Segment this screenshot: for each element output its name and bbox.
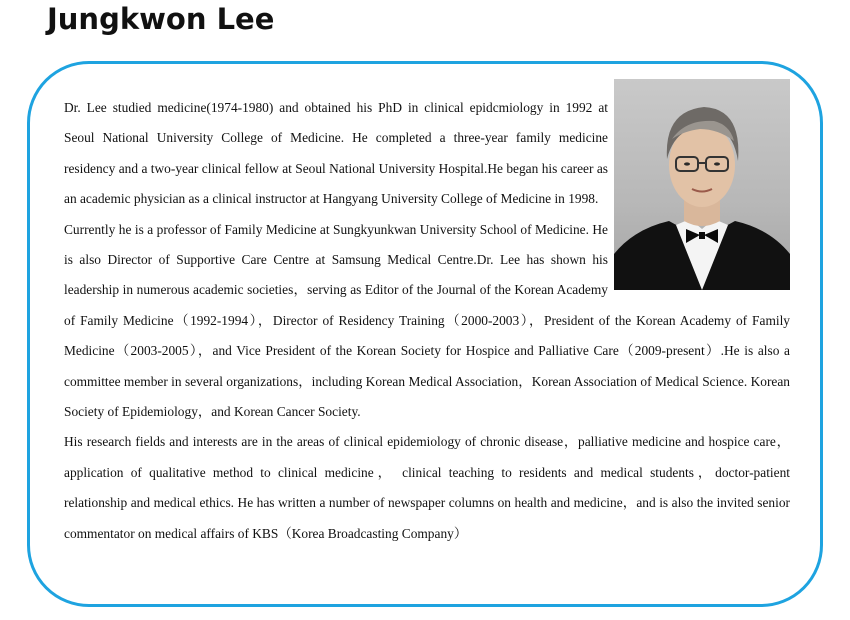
portrait-photo	[614, 79, 790, 290]
bio-text	[64, 93, 790, 549]
page-title: Jungkwon Lee	[47, 2, 275, 36]
bio-paragraph-education: Dr. Lee studied medicine(1974-1980) and obtained his PhD in clinical epidcmiology in 1992 at Seoul National University College of Medicine. He completed a three-year family medicine residency and a two-year clinical fellow at Seoul National University Hospital.He began his career as an academic physician as a clinical instructor at Hangyang University College of Medicine in 1998.	[64, 100, 608, 207]
bio-paragraph-research: His research fields and interests are in the areas of clinical epidemiology of chronic disease，palliative medicine and hospice care，application of qualitative method to clinical medicine， clinical teaching to residents and medical students，doctor-patient relationship and medical ethics. He has written a number of newspaper columns on health and medicine，and is also the invited senior commentator on medical affairs of KBS（Korea Broadcasting Company）	[64, 434, 790, 541]
portrait-illustration	[614, 79, 790, 290]
bio-paragraph-career: Currently he is a professor of Family Medicine at Sungkyunkwan University School of Medicine. He is also Director of Supportive Care Centre at Samsung Medical Centre.Dr. Lee has shown his leadership in numerous academic societies，serving as Editor of the Journal of the Korean Academy of Family Medicine（1992-1994），Director of Residency Training（2000-2003），President of the Korean Academy of Family Medicine（2003-2005），and Vice President of the Korean Society for Hospice and Palliative Care（2009-present）.He is also a committee member in several organizations，including Korean Medical Association，Korean Association of Medical Science. Korean Society of Epidemiology，and Korean Cancer Society.	[64, 221, 790, 420]
